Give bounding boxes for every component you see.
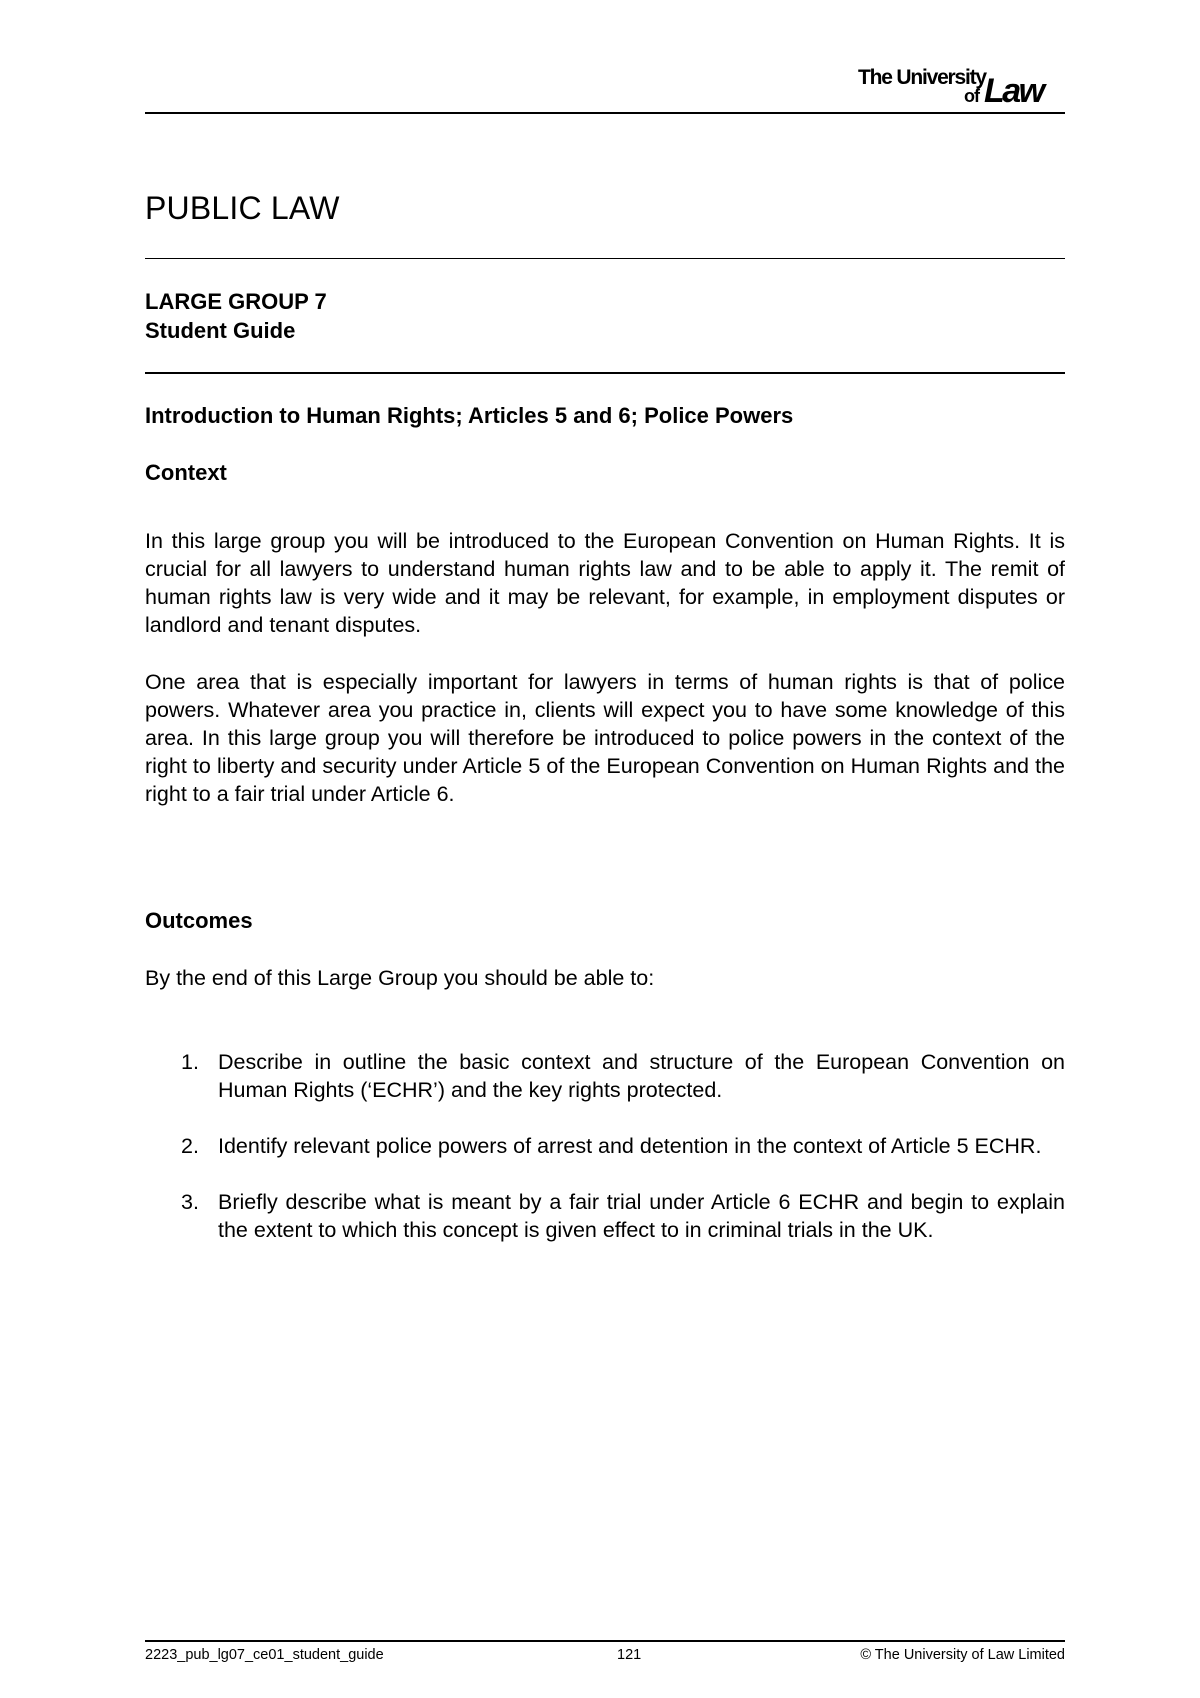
outcome-number: 3. — [181, 1190, 199, 1214]
footer-rule — [145, 1640, 1065, 1642]
logo-text-law: Law — [984, 72, 1043, 110]
document-title: PUBLIC LAW — [145, 190, 340, 226]
outcome-number: 2. — [181, 1134, 199, 1158]
context-paragraph-2: One area that is especially important for lawyers in terms of human rights is that of police powers. Whatever area you practice in, clients will expect you to have some knowledge of this area. In this large group you will therefore be introduced to police powers in the context of the right to liberty and security under Article 5 of the European Convention on Human Rights and the right to a fair trial under Article 6. — [145, 670, 1065, 806]
university-logo — [858, 64, 1068, 110]
outcome-item — [145, 1188, 1065, 1244]
footer-copyright: © The University of Law Limited — [860, 1647, 1065, 1663]
topic-heading: Introduction to Human Rights; Articles 5 and 6; Police Powers — [145, 403, 794, 428]
footer-page-number: 121 — [617, 1647, 642, 1663]
outcome-number: 1. — [181, 1050, 199, 1074]
outcomes-intro: By the end of this Large Group you should be able to: — [145, 966, 655, 990]
outcome-text: Identify relevant police powers of arrest and detention in the context of Article 5 ECHR. — [218, 1134, 1042, 1158]
title-rule — [145, 258, 1065, 259]
logo-text-university: The University — [858, 66, 986, 89]
group-block — [145, 287, 327, 345]
outcome-text: Describe in outline the basic context and structure of the European Convention on Human Rights (‘ECHR’) and the key rights protected. — [218, 1050, 1065, 1102]
group-label: LARGE GROUP 7 — [145, 289, 327, 314]
subtitle-rule — [145, 372, 1065, 374]
footer-file-ref: 2223_pub_lg07_ce01_student_guide — [145, 1647, 384, 1663]
outcomes-list — [145, 1048, 1065, 1272]
outcomes-heading: Outcomes — [145, 908, 253, 933]
logo-text-of: of — [964, 86, 979, 106]
outcome-text: Briefly describe what is meant by a fair trial under Article 6 ECHR and begin to explain the extent to which this concept is given effect to in criminal trials in the UK. — [218, 1190, 1065, 1242]
outcome-item — [145, 1048, 1065, 1104]
guide-subtitle: Student Guide — [145, 318, 296, 343]
context-heading: Context — [145, 460, 227, 485]
outcome-item — [145, 1132, 1065, 1160]
header-rule — [145, 112, 1065, 114]
context-paragraph-1: In this large group you will be introduced to the European Convention on Human Rights. It is crucial for all lawyers to understand human rights law and to be able to apply it. The remit of human rights law is very wide and it may be relevant, for example, in employment disputes or landlord and tenant disputes. — [145, 529, 1065, 637]
